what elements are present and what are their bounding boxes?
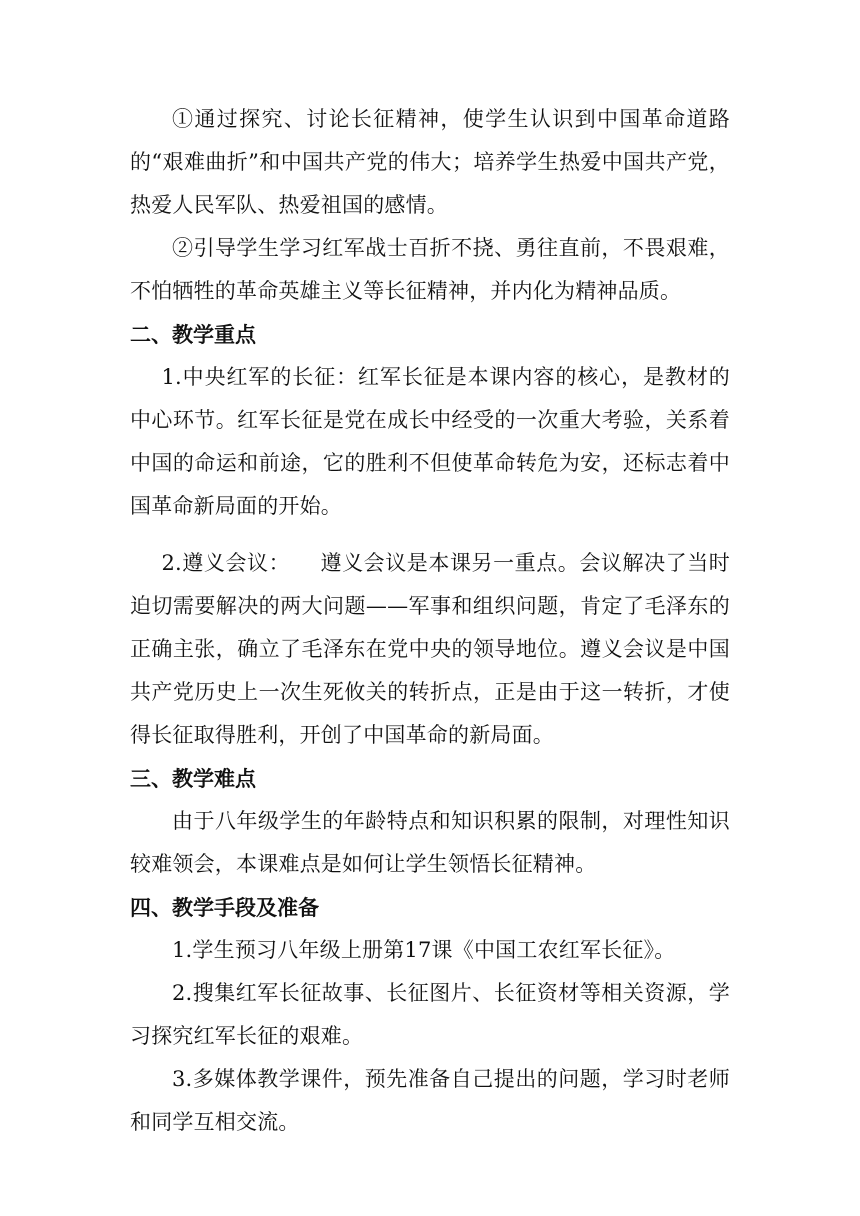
section-heading-difficulties: 三、教学难点 [130,766,256,791]
key-point-1: 1.中央红军的长征：红军长征是本课内容的核心，是教材的中心环节。红军长征是党在成长中经受的一次重大考验，关系着中国的命运和前途，它的胜利不但使革命转危为安，还标志着中国革命新局面的开始。 [130,365,730,518]
objective-paragraph-2: ②引导学生学习红军战士百折不挠、勇往直前，不畏艰难，不怕牺牲的革命英雄主义等长征精神，并内化为精神品质。 [130,236,730,303]
preparation-item-2: 2.搜集红军长征故事、长征图片、长征资材等相关资源，学习探究红军长征的艰难。 [130,981,730,1048]
section-heading-key-points: 二、教学重点 [130,322,256,347]
key-point-2-label: 2.遵义会议： [161,551,291,575]
preparation-item-1: 1.学生预习八年级上册第17课《中国工农红军长征》。 [172,938,676,962]
difficulty-paragraph: 由于八年级学生的年龄特点和知识积累的限制，对理性知识较难领会，本课难点是如何让学生领悟长征精神。 [130,809,730,876]
preparation-item-3: 3.多媒体教学课件，预先准备自己提出的问题，学习时老师和同学互相交流。 [130,1067,730,1134]
key-point-2-text: 遵义会议是本课另一重点。会议解决了当时迫切需要解决的两大问题——军事和组织问题，肯定了毛泽东的正确主张，确立了毛泽东在党中央的领导地位。遵义会议是中国共产党历史上一次生死攸关的转折点，正是由于这一转折，才使得长征取得胜利，开创了中国革命的新局面。 [130,551,730,747]
section-heading-preparation: 四、教学手段及准备 [130,895,319,920]
key-point-2 [130,542,730,757]
objective-paragraph-1: ①通过探究、讨论长征精神，使学生认识到中国革命道路的“艰难曲折”和中国共产党的伟大；培养学生热爱中国共产党，热爱人民军队、热爱祖国的感情。 [130,107,730,217]
document-page [130,98,730,1144]
